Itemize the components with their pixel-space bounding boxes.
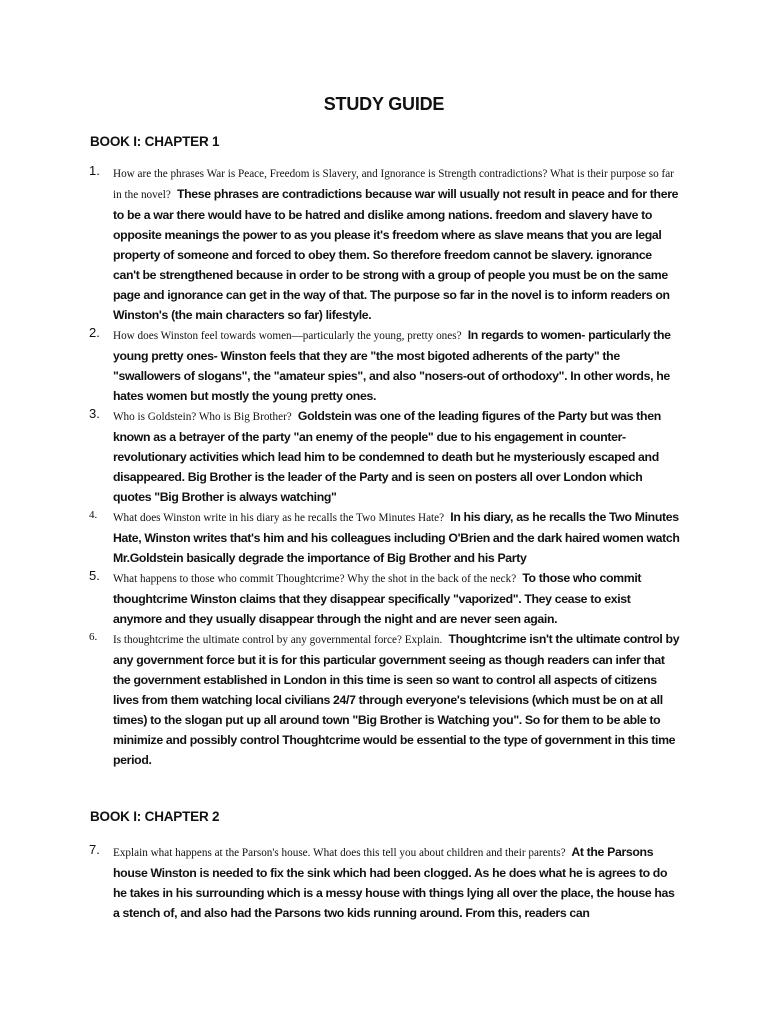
chapter-heading: BOOK I: CHAPTER 1 (90, 134, 220, 149)
item-number: 5. (89, 568, 100, 583)
item-number: 2. (89, 325, 100, 340)
question-text: What happens to those who commit Thoughtcrime? Why the shot in the back of the neck? (113, 573, 517, 585)
answer-text: Goldstein was one of the leading figures of the Party but was then known as a betrayer of the party "an enemy of the people" due to his engagement in counter-revolutionary activities which lead him to be condemned to death but he mysteriously escaped and disappeared. Big Brother is the leader of the Party and is seen on posters all over London which quotes "Big Brother is always watching" (113, 409, 661, 504)
answer-text: In his diary, as he recalls the Two Minutes Hate, Winston writes that's him and his colleagues including O'Brien and the dark haired women watch Mr.Goldstein basically degrade the importance of Big Brother and his Party (113, 510, 680, 565)
answer-text: In regards to women- particularly the young pretty ones- Winston feels that they are "the most bigoted adherents of the party" the "swallowers of slogans", the "amateur spies", and also "nosers-out of orthodoxy". In other words, he hates women but mostly the young pretty ones. (113, 328, 671, 403)
item-number: 1. (89, 163, 100, 178)
question-text: Is thoughtcrime the ultimate control by any governmental force? Explain. (113, 634, 443, 646)
list-item (0, 325, 681, 406)
chapter-heading: BOOK I: CHAPTER 2 (90, 809, 220, 824)
answer-text: At the Parsons house Winston is needed to fix the sink which had been clogged. As he does what he is agrees to do he takes in his surrounding which is a messy house with things lying all over the place, the house has a stench of, and also had the Parsons two kids running around. From this, readers can (113, 845, 675, 920)
question-text: How are the phrases War is Peace, Freedom is Slavery, and Ignorance is Strength contradictions? What is their purpose so far in the novel? (113, 168, 674, 201)
page-title: STUDY GUIDE (323, 94, 445, 114)
list-item (0, 629, 681, 770)
question-text: What does Winston write in his diary as he recalls the Two Minutes Hate? (113, 512, 445, 524)
list-item (0, 568, 681, 629)
item-number: 3. (89, 406, 100, 421)
list-item (0, 507, 681, 568)
item-number: 6. (89, 631, 98, 643)
answer-text: Thoughtcrime isn't the ultimate control by any government force but it is for this particular government seeing as though readers can infer that the government established in London in this time is seen so want to control all aspects of citizens lives from them watching local civilians 24/7 through everyone's televisions (which must be on at all times) to the slogan put up all around town "Big Brother is Watching you". So for them to be able to minimize and possibly control Thoughtcrime would be essential to the type of government in this time period. (113, 632, 680, 767)
list-item (0, 406, 681, 507)
question-text: How does Winston feel towards women—particularly the young, pretty ones? (113, 330, 462, 342)
answer-text: These phrases are contradictions because war will usually not result in peace and for there to be a war there would have to be hatred and dislike among nations. freedom and slavery have to opposite meanings the power to as you please it's freedom where as slave means that you are legal property of someone and forced to obey them. So therefore freedom cannot be slavery. ignorance can't be strengthened because in order to be strong with a group of people you must be on the same page and ignorance can get in the way of that. The purpose so far in the novel is to inform readers on Winston's (the main characters so far) lifestyle. (113, 187, 679, 322)
item-number: 4. (89, 509, 98, 521)
list-item (0, 163, 681, 325)
list-item (0, 842, 681, 923)
question-text: Who is Goldstein? Who is Big Brother? (113, 411, 292, 423)
question-list (0, 163, 768, 770)
item-number: 7. (89, 842, 100, 857)
question-text: Explain what happens at the Parson's house. What does this tell you about children and their parents? (113, 847, 566, 859)
question-list (0, 842, 768, 923)
answer-text: To those who commit thoughtcrime Winston claims that they disappear specifically "vaporized". They cease to exist anymore and they usually disappear through the night and are never seen again. (113, 571, 642, 626)
